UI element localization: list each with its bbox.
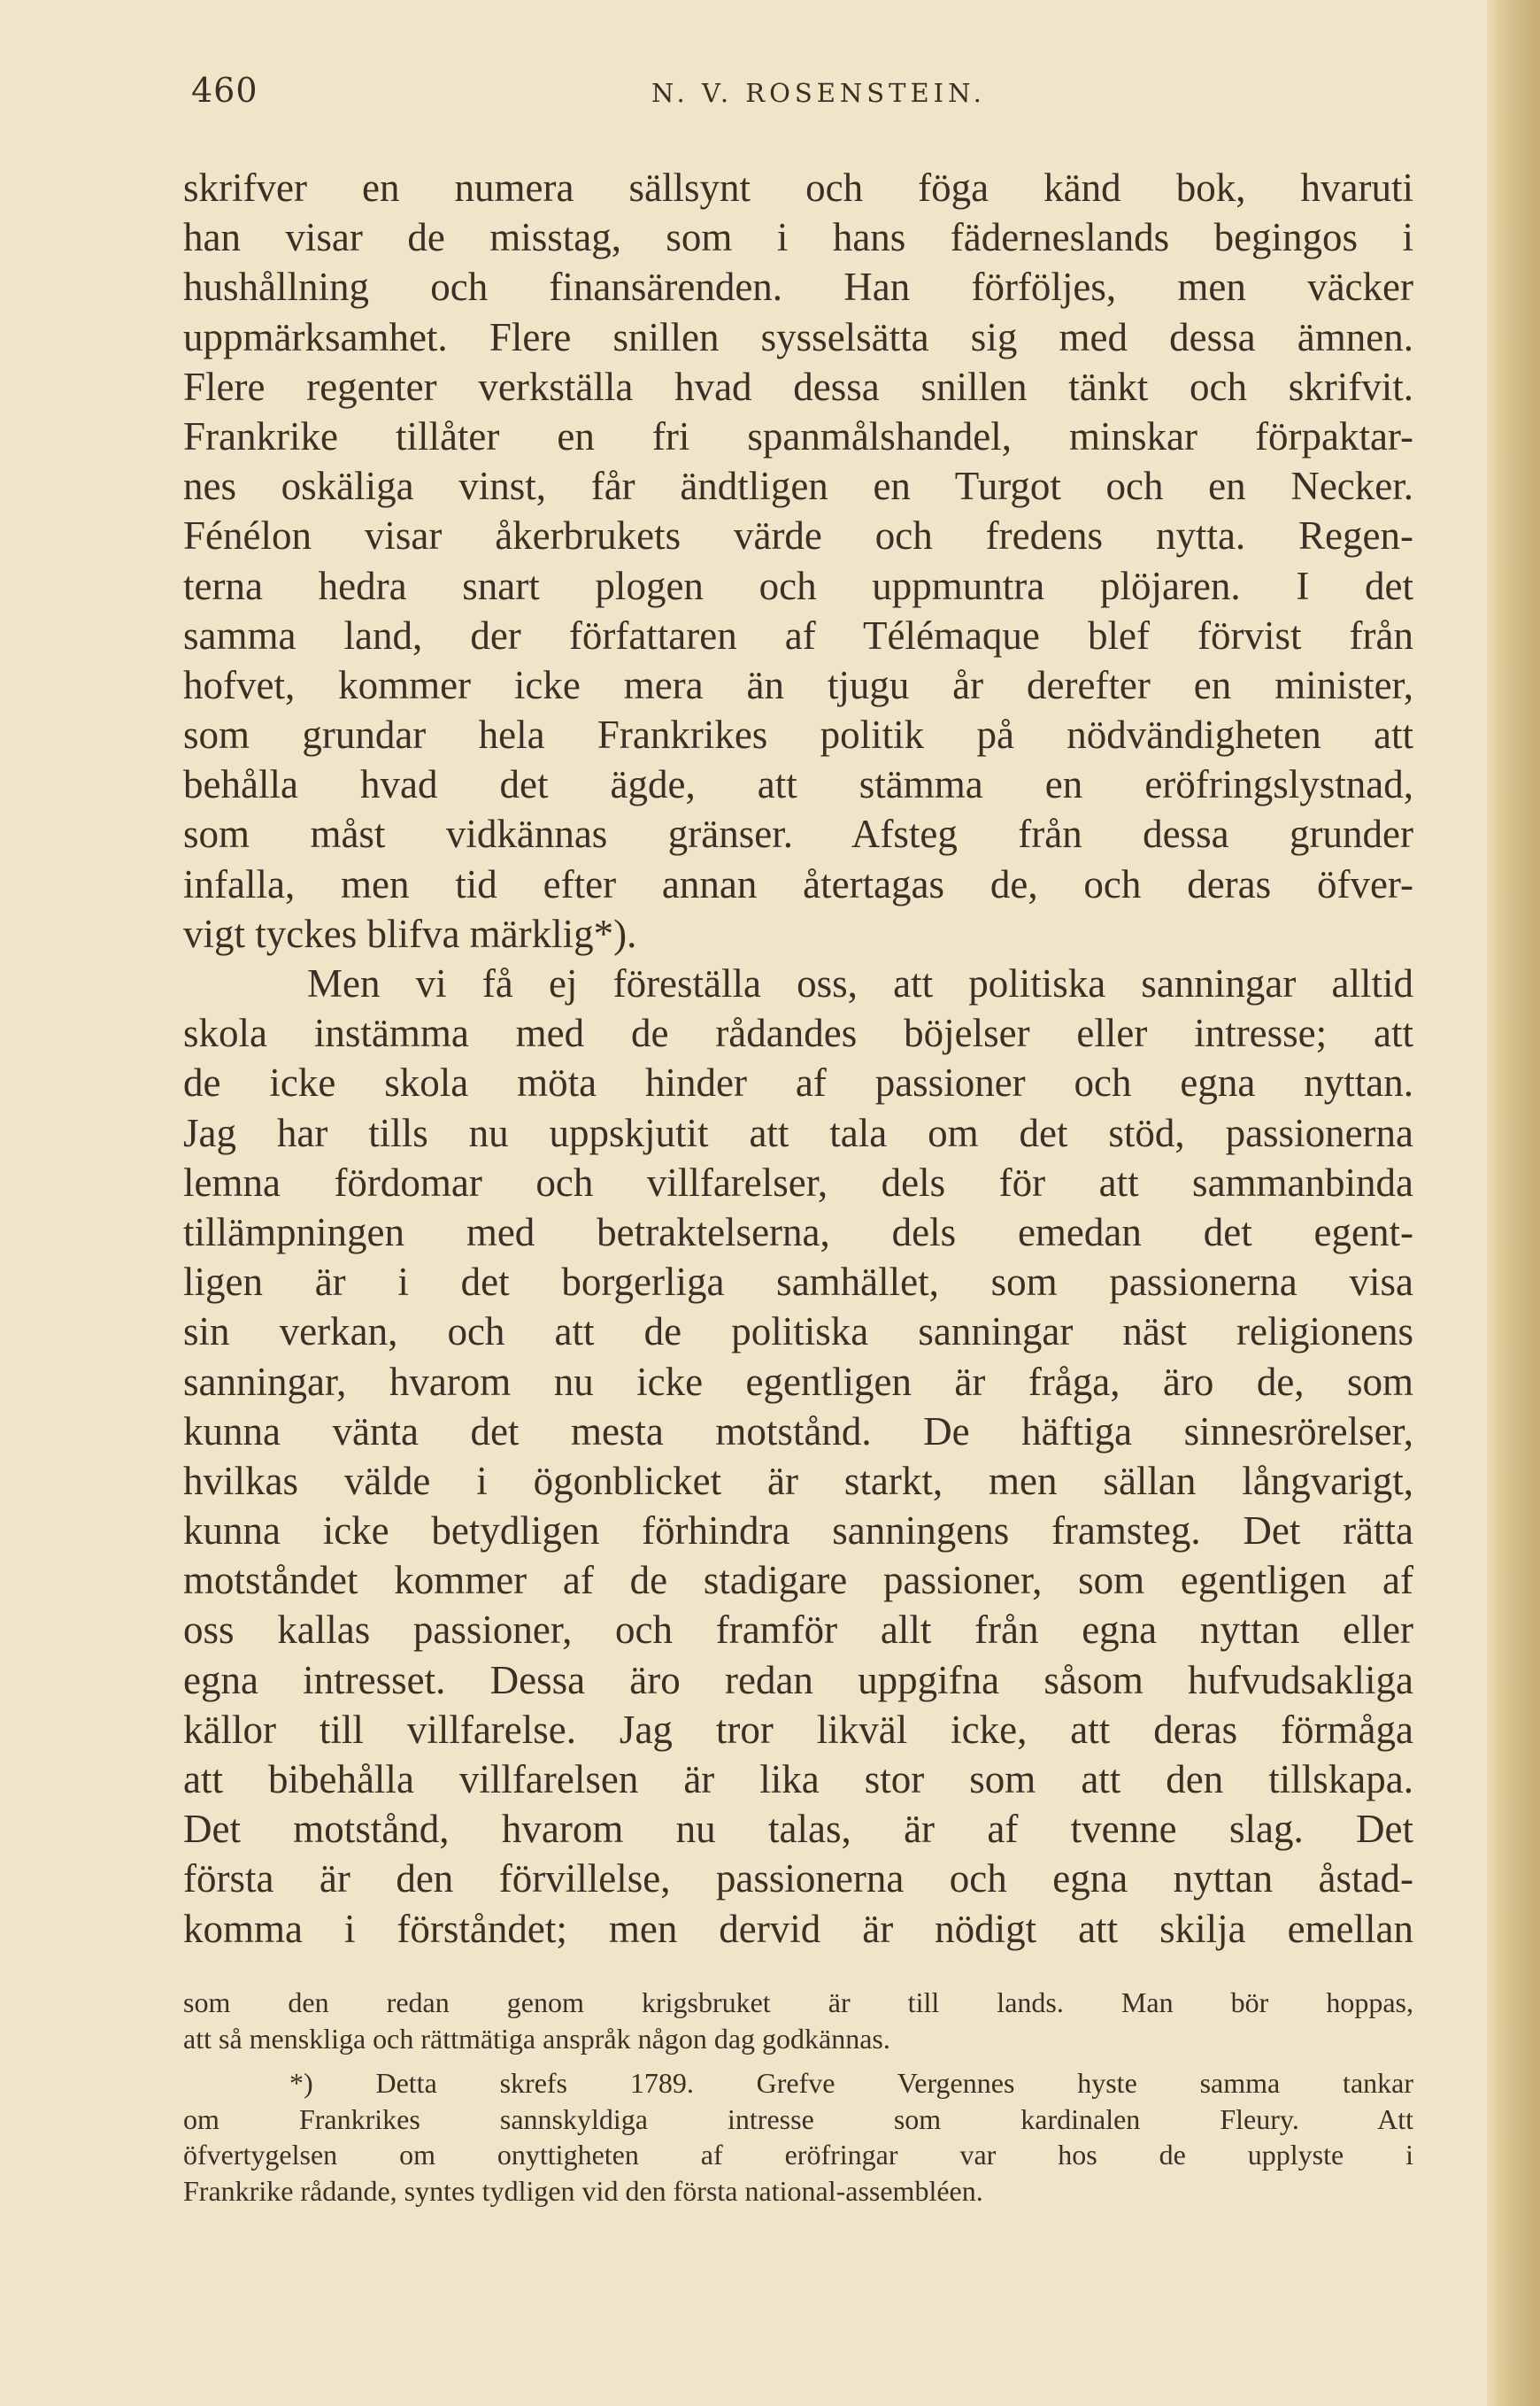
body-line: han visar de misstag, som i hans fäderneslands begingos i — [183, 215, 1413, 260]
page-header — [191, 71, 1413, 124]
body-line: behålla hvad det ägde, att stämma en eröfringslystnad, — [183, 762, 1413, 807]
body-line: Fénélon visar åkerbrukets värde och fredens nytta. Regen- — [183, 513, 1413, 559]
body-line: oss kallas passioner, och framför allt från egna nyttan eller — [183, 1608, 1413, 1653]
footnote-line: öfvertygelsen om onyttigheten af eröfringar var hos de upplyste i — [183, 2139, 1413, 2171]
body-line: som måst vidkännas gränser. Afsteg från dessa grunder — [183, 812, 1413, 857]
body-line: ligen är i det borgerliga samhället, som passionerna visa — [183, 1260, 1413, 1305]
body-line: första är den förvillelse, passionerna och egna nyttan åstad- — [183, 1856, 1413, 1901]
page-edge — [1487, 0, 1540, 2406]
body-line: egna intresset. Dessa äro redan uppgifna såsom hufvudsakliga — [183, 1657, 1413, 1702]
body-line: skola instämma med de rådandes böjelser eller intresse; att — [183, 1011, 1413, 1056]
body-text — [183, 163, 1413, 1954]
body-line: uppmärksamhet. Flere snillen sysselsätta sig med dessa ämnen. — [183, 314, 1413, 359]
body-line: sanningar, hvarom nu icke egentligen är fråga, äro de, som — [183, 1359, 1413, 1404]
body-line: som grundar hela Frankrikes politik på nödvändigheten att — [183, 713, 1413, 758]
footnote-line: som den redan genom krigsbruket är till lands. Man bör hoppas, — [183, 1986, 1413, 2018]
body-line: Frankrike tillåter en fri spanmålshandel, minskar förpaktar- — [183, 413, 1413, 459]
running-head: N. V. ROSENSTEIN. — [651, 78, 986, 108]
body-line: hushållning och finansärenden. Han förföljes, men väcker — [183, 265, 1413, 310]
footnote-separator — [183, 2056, 1413, 2065]
body-line: infalla, men tid efter annan återtagas de, och deras öfver- — [183, 861, 1413, 906]
body-line: hofvet, kommer icke mera än tjugu år derefter en minister, — [183, 662, 1413, 707]
footnote-line: Frankrike rådande, syntes tydligen vid den första national-assembléen. — [183, 2174, 983, 2207]
body-line: Det motstånd, hvarom nu talas, är af tvenne slag. Det — [183, 1807, 1413, 1852]
footnotes — [183, 1985, 1413, 2209]
body-line: vigt tyckes blifva märklig*). — [183, 911, 637, 956]
body-line: tillämpningen med betraktelserna, dels emedan det egent- — [183, 1209, 1413, 1254]
body-line: komma i förståndet; men dervid är nödigt att skilja emellan — [183, 1906, 1413, 1951]
body-line: samma land, der författaren af Télémaque blef förvist från — [183, 613, 1413, 658]
body-line: att bibehålla villfarelsen är lika stor som att den tillskapa. — [183, 1757, 1413, 1801]
body-line: källor till villfarelse. Jag tror likväl icke, att deras förmåga — [183, 1707, 1413, 1752]
footnote-line: om Frankrikes sannskyldiga intresse som kardinalen Fleury. Att — [183, 2102, 1413, 2135]
body-line: kunna icke betydligen förhindra sanningens framsteg. Det rätta — [183, 1508, 1413, 1554]
body-line: skrifver en numera sällsynt och föga känd bok, hvaruti — [183, 166, 1413, 210]
body-line: hvilkas välde i ögonblicket är starkt, men sällan långvarigt, — [183, 1458, 1413, 1503]
page-number: 460 — [191, 71, 258, 110]
paragraph-start-line: Men vi få ej föreställa oss, att politiska sanningar alltid — [307, 961, 1413, 1006]
body-line: terna hedra snart plogen och uppmuntra plöjaren. I det — [183, 563, 1413, 608]
body-line: Jag har tills nu uppskjutit att tala om det stöd, passionerna — [183, 1110, 1413, 1155]
body-line: de icke skola möta hinder af passioner och egna nyttan. — [183, 1060, 1413, 1106]
footnote-line: att så menskliga och rättmätiga anspråk någon dag godkännas. — [183, 2022, 890, 2055]
body-line: kunna vänta det mesta motstånd. De häftiga sinnesrörelser, — [183, 1408, 1413, 1454]
body-line: sin verkan, och att de politiska sanningar näst religionens — [183, 1309, 1413, 1354]
body-line: Flere regenter verkställa hvad dessa snillen tänkt och skrifvit. — [183, 364, 1413, 409]
footnote-start-line: *) Detta skrefs 1789. Grefve Vergennes hyste samma tankar — [289, 2067, 1413, 2099]
body-line: nes oskäliga vinst, får ändtligen en Turgot och en Necker. — [183, 464, 1413, 509]
body-line: motståndet kommer af de stadigare passioner, som egentligen af — [183, 1558, 1413, 1603]
body-line: lemna fördomar och villfarelser, dels för att sammanbinda — [183, 1160, 1413, 1205]
